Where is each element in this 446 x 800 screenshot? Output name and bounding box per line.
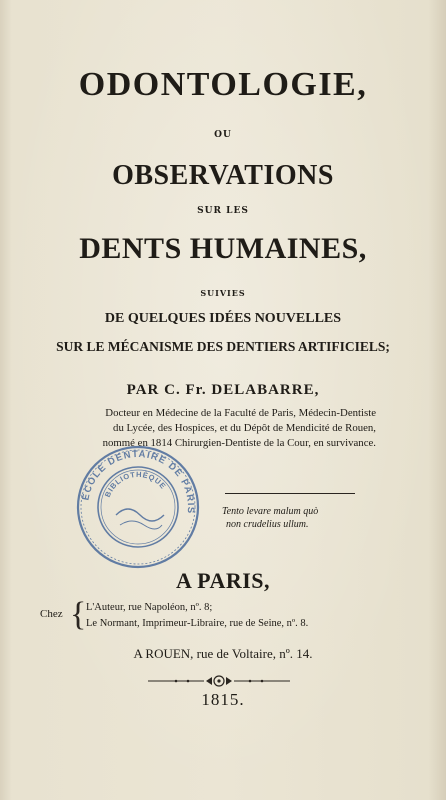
publisher-line: Le Normant, Imprimeur-Libraire, rue de Seine, nº. 8. bbox=[86, 618, 309, 629]
author-description-line: Docteur en Médecine de la Faculté de Paris, Médecin-Dentiste bbox=[105, 407, 376, 419]
brace-glyph: { bbox=[70, 596, 87, 633]
title-line-observations: OBSERVATIONS bbox=[112, 160, 334, 191]
author-line: PAR C. Fr. DELABARRE, bbox=[126, 382, 320, 398]
epigraph-line: Tento levare malum quò bbox=[222, 506, 319, 517]
imprint-rouen: A ROUEN, rue de Voltaire, nº. 14. bbox=[133, 646, 313, 661]
subtitle-line-2: SUR LE MÉCANISME DES DENTIERS ARTIFICIELS; bbox=[56, 339, 390, 354]
epigraph bbox=[222, 505, 362, 531]
epigraph-line: non crudelius ullum. bbox=[226, 519, 309, 530]
author-description-line: nommé en 1814 Chirurgien-Dentiste de la Cour, en survivance. bbox=[102, 437, 376, 449]
publication-year: 1815. bbox=[201, 690, 245, 709]
title-line-dents-humaines: DENTS HUMAINES, bbox=[79, 232, 367, 265]
conjunction-suivies: SUIVIES bbox=[200, 288, 246, 298]
publisher-line: L'Auteur, rue Napoléon, nº. 8; bbox=[86, 602, 213, 613]
conjunction-sur-les: SUR LES bbox=[197, 206, 249, 216]
stamp-inner-text: BIBLIOTHÈQUE bbox=[102, 469, 168, 499]
conjunction-ou: OU bbox=[214, 130, 232, 140]
imprint-city: A PARIS, bbox=[175, 568, 271, 593]
imprint-chez: Chez bbox=[40, 608, 63, 620]
motto-rule bbox=[225, 493, 355, 494]
author-description-line: du Lycée, des Hospices, et du Dépôt de Mendicité de Rouen, bbox=[113, 422, 376, 434]
main-title: ODONTOLOGIE, bbox=[78, 66, 368, 103]
subtitle-line-1: DE QUELQUES IDÉES NOUVELLES bbox=[104, 311, 342, 326]
stamp-outer-text: ÉCOLE DENTAIRE DE PARIS bbox=[80, 448, 197, 515]
ornament-divider bbox=[146, 674, 292, 688]
library-stamp bbox=[76, 445, 200, 569]
